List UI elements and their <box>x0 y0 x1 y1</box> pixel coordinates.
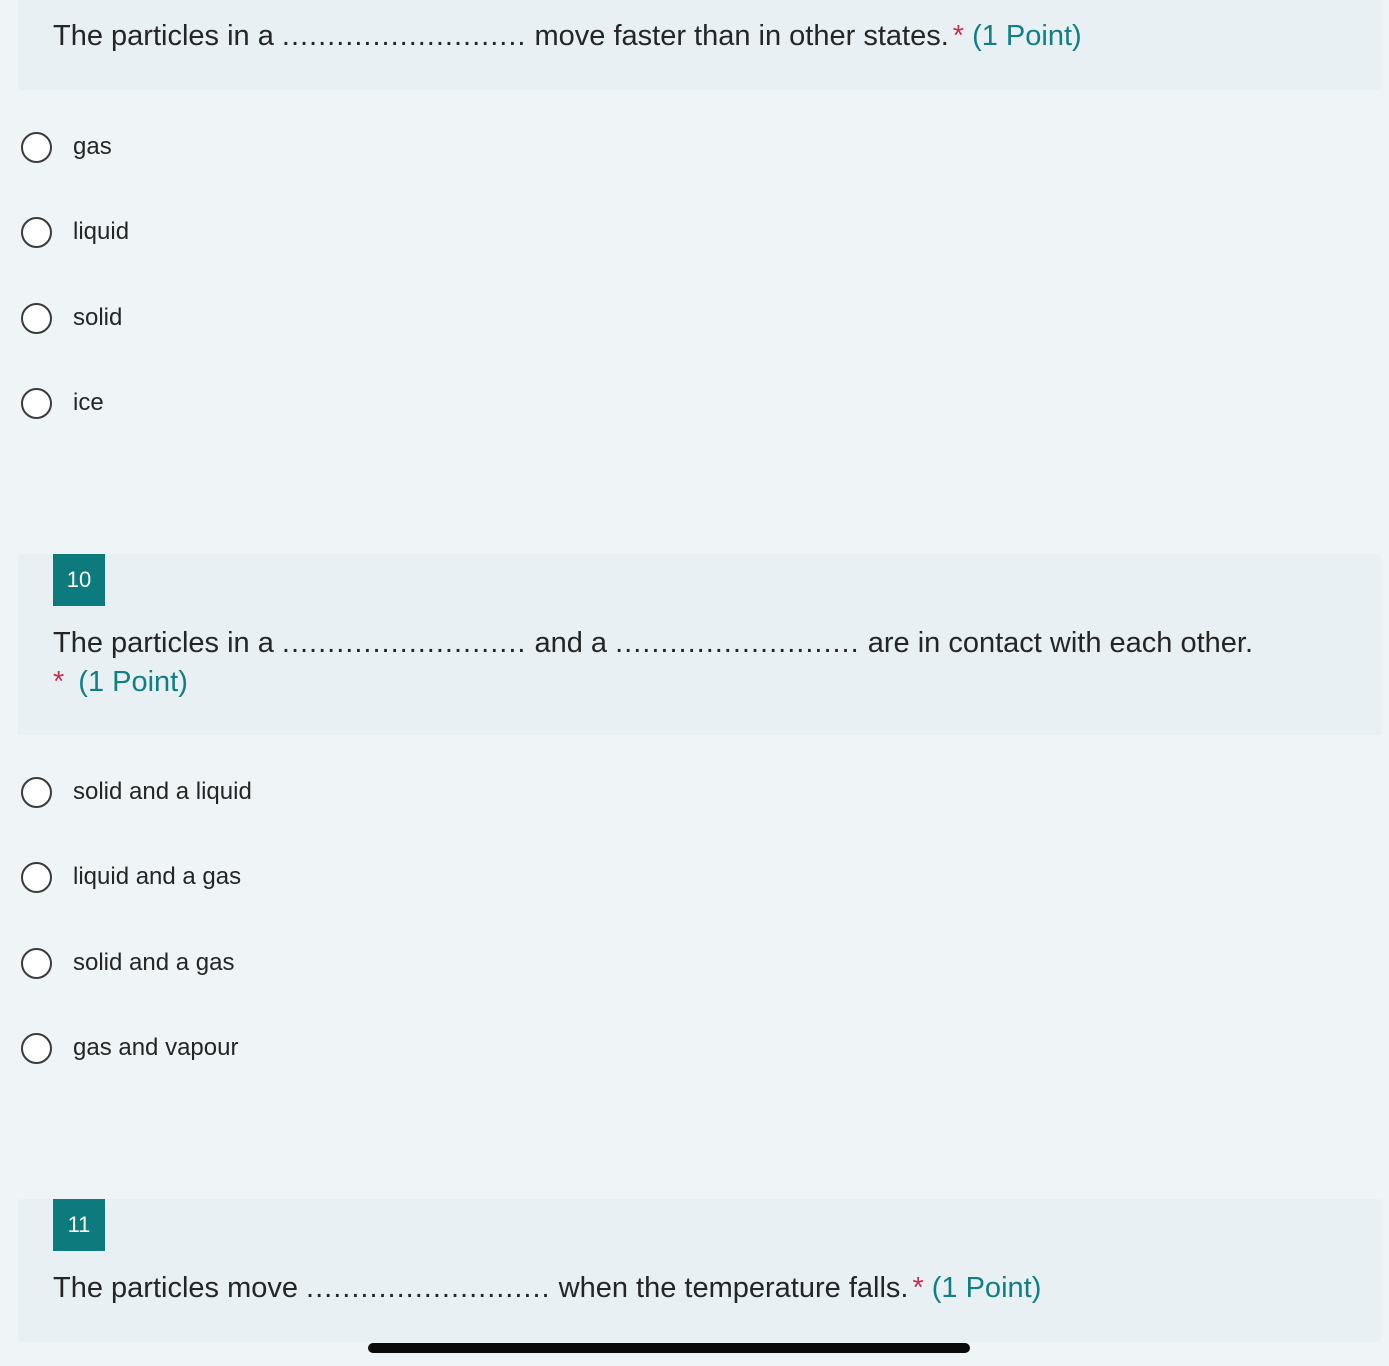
required-marker: * <box>53 666 65 698</box>
radio-button[interactable] <box>21 777 52 808</box>
option-liquid[interactable] <box>21 214 129 250</box>
blank: ........................... <box>615 627 860 659</box>
radio-button[interactable] <box>21 132 52 163</box>
question-10-text: The particles in a ........................... and a ........................... are in contact with each other. * (1 Point) <box>53 627 1254 698</box>
points-label: (1 Point) <box>78 666 188 698</box>
option-solid-and-a-gas[interactable] <box>21 945 234 981</box>
radio-button[interactable] <box>21 217 52 248</box>
home-indicator[interactable] <box>368 1343 970 1353</box>
blank: ........................... <box>306 1272 551 1304</box>
required-marker: * <box>912 1272 924 1304</box>
option-label: solid and a liquid <box>73 778 252 805</box>
question-9-header <box>18 0 1381 90</box>
radio-button[interactable] <box>21 948 52 979</box>
radio-button[interactable] <box>21 1033 52 1064</box>
option-label: gas and vapour <box>73 1034 239 1061</box>
question-number-badge: 10 <box>53 554 105 606</box>
question-9-text: The particles in a ........................... move faster than in other states. * (1 Point) <box>53 20 1082 52</box>
radio-button[interactable] <box>21 388 52 419</box>
option-solid-and-a-liquid[interactable] <box>21 774 252 810</box>
radio-button[interactable] <box>21 303 52 334</box>
required-marker: * <box>952 20 965 52</box>
option-label: liquid <box>73 218 130 245</box>
option-gas[interactable] <box>21 129 112 165</box>
option-label: ice <box>73 389 104 416</box>
question-10-header <box>18 554 1381 735</box>
option-gas-and-vapour[interactable] <box>21 1030 238 1066</box>
option-ice[interactable] <box>21 385 104 421</box>
option-solid[interactable] <box>21 300 122 336</box>
option-liquid-and-a-gas[interactable] <box>21 859 241 895</box>
question-11-header <box>18 1199 1381 1342</box>
points-label: (1 Point) <box>931 1272 1042 1304</box>
option-label: solid and a gas <box>73 949 235 976</box>
option-label: liquid and a gas <box>73 863 242 890</box>
question-number-badge: 11 <box>53 1199 105 1251</box>
blank: ........................... <box>281 20 527 52</box>
option-label: gas <box>73 133 112 160</box>
radio-button[interactable] <box>21 862 52 893</box>
points-label: (1 Point) <box>972 20 1082 52</box>
blank: ........................... <box>281 627 527 659</box>
option-label: solid <box>73 304 123 331</box>
question-11-text: The particles move ........................... when the temperature falls. * (1 Point) <box>53 1272 1042 1304</box>
